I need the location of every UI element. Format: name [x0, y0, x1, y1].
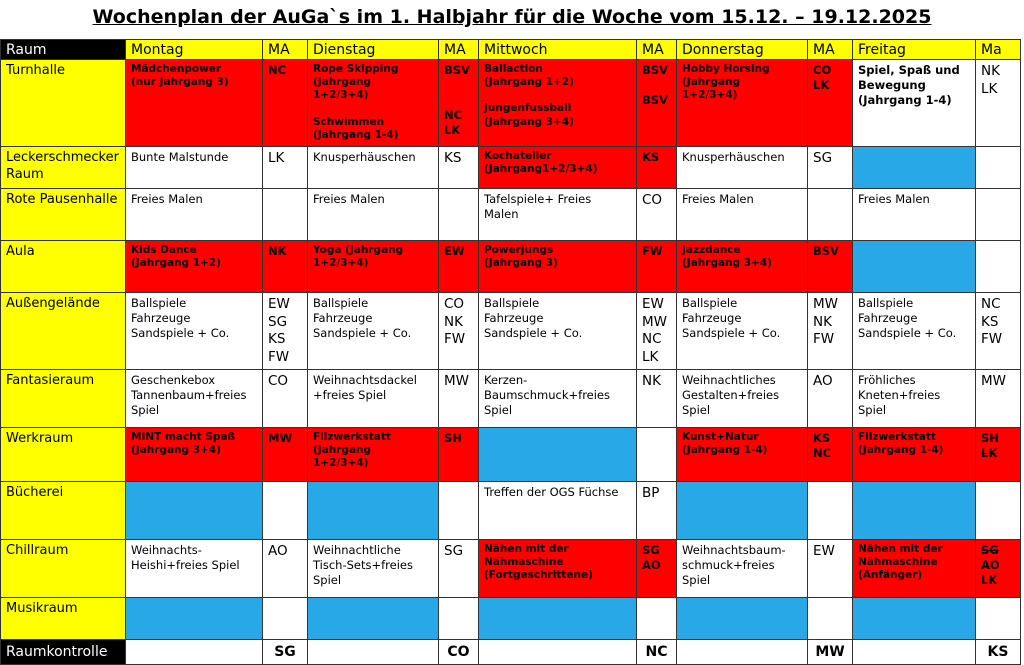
staff-cell	[263, 370, 308, 428]
activity-text: Freies Malen	[131, 192, 203, 206]
staff-cell	[439, 147, 479, 189]
activity-text: Ballaction (Jahrgang 1+2) Jungenfussball (Jahrgang 3+4)	[484, 63, 574, 128]
header-mittwoch: Mittwoch	[479, 40, 637, 60]
activity-cell	[853, 428, 976, 482]
activity-cell	[308, 241, 439, 293]
activity-text: Mädchenpower (nur Jahrgang 3)	[131, 63, 229, 89]
activity-cell	[479, 482, 637, 540]
activity-cell	[479, 428, 637, 482]
activity-cell	[677, 293, 808, 370]
staff-cell	[637, 482, 677, 540]
staff-cell	[976, 189, 1021, 241]
table-row	[1, 598, 1021, 640]
staff-cell	[976, 241, 1021, 293]
staff-cell	[637, 370, 677, 428]
staff-cell	[263, 189, 308, 241]
staff-codes: BP	[642, 485, 660, 502]
activity-text: Spiel, Spaß und Bewegung (Jahrgang 1-4)	[858, 63, 960, 107]
staff-codes: NK	[642, 373, 661, 390]
room-name: Fantasieraum	[1, 370, 126, 428]
table-row	[1, 428, 1021, 482]
staff-codes: CO	[642, 192, 663, 208]
activity-cell	[308, 147, 439, 189]
activity-text: Freies Malen	[858, 192, 930, 206]
staff-codes: BSV BSV	[642, 63, 668, 107]
staff-codes: SG	[813, 150, 833, 166]
activity-text: Fröhliches Kneten+freies Spiel	[858, 373, 941, 418]
activity-text: Weihnachtsdackel +freies Spiel	[313, 373, 417, 403]
activity-cell	[853, 482, 976, 540]
header-freitag: Freitag	[853, 40, 976, 60]
staff-codes: BSV	[813, 244, 839, 258]
activity-cell	[677, 147, 808, 189]
room-name: Aula	[1, 241, 126, 293]
staff-codes: AO	[268, 543, 288, 560]
footer-label: Raumkontrolle	[1, 640, 126, 665]
staff-cell	[808, 241, 853, 293]
staff-cell	[808, 428, 853, 482]
header-ma-donnerstag: MA	[808, 40, 853, 60]
footer-empty-cell	[677, 640, 808, 665]
staff-cell	[637, 241, 677, 293]
staff-codes: EW	[444, 244, 465, 258]
staff-codes: NC KS FW	[981, 296, 1003, 348]
staff-cell	[808, 482, 853, 540]
staff-code: AO	[981, 558, 1000, 573]
activity-text: Weihnachtsbaum- schmuck+freies Spiel	[682, 543, 786, 588]
activity-text: Powerjungs (Jahrgang 3)	[484, 244, 558, 270]
staff-list	[981, 431, 1015, 461]
staff-codes: NK LK	[981, 63, 1000, 97]
activity-cell	[479, 189, 637, 241]
activity-cell	[479, 60, 637, 147]
room-name: Chillraum	[1, 540, 126, 598]
staff-cell	[637, 60, 677, 147]
activity-cell	[308, 293, 439, 370]
staff-codes: EW MW NC LK	[642, 296, 667, 365]
room-name: Werkraum	[1, 428, 126, 482]
staff-cell	[263, 540, 308, 598]
activity-cell	[853, 293, 976, 370]
staff-codes: LK	[268, 150, 285, 166]
activity-cell	[677, 482, 808, 540]
staff-cell	[637, 293, 677, 370]
staff-codes: MW	[268, 431, 293, 446]
activity-text: Weihnachts- Heishi+freies Spiel	[131, 543, 240, 573]
activity-text: Kunst+Natur (Jahrgang 1-4)	[682, 431, 768, 457]
header-row	[1, 40, 1021, 60]
staff-cell	[263, 60, 308, 147]
staff-cell	[808, 370, 853, 428]
staff-codes: SG AO	[642, 543, 661, 573]
header-ma-freitag: Ma	[976, 40, 1021, 60]
activity-cell	[479, 598, 637, 640]
staff-cell	[976, 540, 1021, 598]
activity-cell	[677, 60, 808, 147]
footer-empty-cell	[126, 640, 263, 665]
header-ma-dienstag: MA	[439, 40, 479, 60]
staff-cell	[263, 241, 308, 293]
activity-cell	[853, 241, 976, 293]
staff-codes: NC	[268, 63, 287, 77]
activity-cell	[308, 60, 439, 147]
activity-cell	[308, 482, 439, 540]
room-check-staff: SG	[263, 640, 308, 665]
table-row	[1, 189, 1021, 241]
activity-cell	[677, 598, 808, 640]
activity-text: Kids Dance (Jahrgang 1+2)	[131, 244, 221, 270]
staff-cell	[637, 540, 677, 598]
staff-codes: EW	[813, 543, 835, 560]
activity-cell	[126, 598, 263, 640]
staff-cell	[976, 370, 1021, 428]
activity-text: Weihnachtliche Tisch-Sets+freies Spiel	[313, 543, 413, 588]
staff-cell	[263, 482, 308, 540]
activity-text: Nähen mit der Nähmaschine (Anfänger)	[858, 543, 943, 582]
activity-text: Kerzen- Baumschmuck+freies Spiel	[484, 373, 611, 418]
footer-empty-cell	[853, 640, 976, 665]
activity-cell	[853, 540, 976, 598]
staff-codes: MW NK FW	[813, 296, 838, 348]
activity-text: Filzwerkstatt (Jahrgang 1+2/3+4)	[313, 431, 391, 470]
activity-text: Nähen mit der Nähmaschine (Fortgeschrittene)	[484, 543, 593, 582]
room-check-staff: KS	[976, 640, 1021, 665]
activity-cell	[308, 540, 439, 598]
staff-codes: SH	[444, 431, 462, 446]
activity-cell	[853, 60, 976, 147]
room-name: Turnhalle	[1, 60, 126, 147]
activity-cell	[677, 370, 808, 428]
staff-codes: FW	[642, 244, 663, 258]
activity-text: Weihnachtliches Gestalten+freies Spiel	[682, 373, 780, 418]
activity-cell	[308, 370, 439, 428]
activity-cell	[853, 189, 976, 241]
schedule-table	[0, 39, 1021, 665]
staff-cell	[808, 293, 853, 370]
room-check-staff: NC	[637, 640, 677, 665]
staff-cell	[263, 428, 308, 482]
staff-codes: CO LK	[813, 63, 832, 92]
header-dienstag: Dienstag	[308, 40, 439, 60]
page-title: Wochenplan der AuGa`s im 1. Halbjahr für die Woche vom 15.12. – 19.12.2025	[92, 6, 932, 28]
activity-cell	[308, 189, 439, 241]
room-check-staff: CO	[439, 640, 479, 665]
staff-codes: AO	[813, 373, 833, 390]
activity-text: Freies Malen	[682, 192, 754, 206]
staff-cell	[976, 293, 1021, 370]
activity-text: Geschenkebox Tannenbaum+freies Spiel	[131, 373, 247, 418]
room-name: Bücherei	[1, 482, 126, 540]
activity-cell	[126, 293, 263, 370]
staff-codes: MW	[444, 373, 469, 390]
activity-cell	[126, 428, 263, 482]
room-check-staff: MW	[808, 640, 853, 665]
activity-text: Ballspiele Fahrzeuge Sandspiele + Co.	[858, 296, 957, 340]
activity-cell	[479, 540, 637, 598]
staff-codes: KS	[444, 150, 462, 166]
activity-cell	[126, 189, 263, 241]
activity-text: Jazzdance (Jahrgang 3+4)	[682, 244, 772, 270]
activity-text: Treffen der OGS Füchse	[484, 485, 619, 500]
staff-cell	[976, 598, 1021, 640]
activity-text: Ballspiele Fahrzeuge Sandspiele + Co.	[131, 296, 230, 340]
staff-cell	[808, 598, 853, 640]
activity-cell	[853, 598, 976, 640]
staff-cell	[263, 147, 308, 189]
activity-cell	[479, 147, 637, 189]
staff-cell	[637, 189, 677, 241]
activity-cell	[479, 241, 637, 293]
staff-cell	[439, 598, 479, 640]
activity-cell	[308, 428, 439, 482]
activity-text: Tafelspiele+ Freies Malen	[484, 192, 592, 221]
table-row	[1, 540, 1021, 598]
table-row	[1, 147, 1021, 189]
staff-list	[981, 543, 1015, 588]
activity-cell	[126, 60, 263, 147]
staff-cell	[439, 540, 479, 598]
activity-cell	[479, 293, 637, 370]
header-donnerstag: Donnerstag	[677, 40, 808, 60]
activity-text: Knusperhäuschen	[313, 150, 416, 164]
staff-codes: MW	[981, 373, 1006, 390]
staff-codes: BSV NC LK	[444, 63, 470, 137]
activity-cell	[479, 370, 637, 428]
header-ma-montag: MA	[263, 40, 308, 60]
room-name: Leckerschmecker Raum	[1, 147, 126, 189]
activity-cell	[126, 147, 263, 189]
staff-cell	[808, 147, 853, 189]
activity-text: Filzwerkstatt (Jahrgang 1-4)	[858, 431, 944, 457]
header-montag: Montag	[126, 40, 263, 60]
activity-cell	[677, 540, 808, 598]
staff-cell	[439, 293, 479, 370]
staff-cell	[439, 241, 479, 293]
footer-row	[1, 640, 1021, 665]
activity-text: Kochatelier (Jahrgang1+2/3+4)	[484, 150, 598, 176]
table-row	[1, 482, 1021, 540]
activity-cell	[126, 540, 263, 598]
staff-codes: CO	[268, 373, 289, 390]
staff-cell	[439, 60, 479, 147]
staff-codes: CO NK FW	[444, 296, 466, 348]
activity-text: Bunte Malstunde	[131, 150, 229, 164]
activity-text: Ballspiele Fahrzeuge Sandspiele + Co.	[484, 296, 583, 340]
activity-text: Hobby Horsing (Jahrgang 1+2/3+4)	[682, 63, 770, 102]
activity-cell	[677, 428, 808, 482]
staff-codes: NK	[268, 244, 287, 258]
activity-cell	[677, 189, 808, 241]
staff-code: LK	[981, 573, 998, 588]
activity-text: Yoga (Jahrgang 1+2/3+4)	[313, 244, 404, 270]
table-row	[1, 60, 1021, 147]
staff-cell	[976, 147, 1021, 189]
staff-cell	[976, 428, 1021, 482]
staff-code: SG	[981, 543, 999, 558]
activity-text: Ballspiele Fahrzeuge Sandspiele + Co.	[313, 296, 412, 340]
activity-cell	[853, 370, 976, 428]
staff-cell	[976, 60, 1021, 147]
staff-codes: SG	[444, 543, 464, 560]
activity-text: Rope Skipping (Jahrgang 1+2/3+4) Schwimmen (Jahrgang 1-4)	[313, 63, 399, 141]
activity-cell	[677, 241, 808, 293]
staff-cell	[439, 189, 479, 241]
activity-text: Ballspiele Fahrzeuge Sandspiele + Co.	[682, 296, 781, 340]
room-name: Musikraum	[1, 598, 126, 640]
staff-cell	[808, 189, 853, 241]
staff-cell	[263, 598, 308, 640]
header-raum: Raum	[1, 40, 126, 60]
activity-cell	[126, 482, 263, 540]
activity-cell	[126, 370, 263, 428]
staff-code: SH	[981, 431, 999, 446]
staff-code: LK	[981, 446, 998, 461]
staff-cell	[976, 482, 1021, 540]
staff-cell	[637, 147, 677, 189]
staff-codes: KS	[642, 150, 660, 164]
header-ma-mittwoch: MA	[637, 40, 677, 60]
staff-cell	[808, 60, 853, 147]
activity-text: Knusperhäuschen	[682, 150, 785, 164]
staff-codes: KS NC	[813, 431, 832, 461]
staff-cell	[808, 540, 853, 598]
activity-cell	[853, 147, 976, 189]
activity-text: MINT macht Spaß (Jahrgang 3+4)	[131, 431, 236, 457]
staff-cell	[439, 482, 479, 540]
footer-empty-cell	[479, 640, 637, 665]
staff-cell	[263, 293, 308, 370]
activity-cell	[126, 241, 263, 293]
activity-text: Freies Malen	[313, 192, 385, 206]
footer-empty-cell	[308, 640, 439, 665]
staff-codes: EW SG KS FW	[268, 296, 290, 365]
room-name: Außengelände	[1, 293, 126, 370]
table-row	[1, 370, 1021, 428]
staff-cell	[439, 428, 479, 482]
table-row	[1, 241, 1021, 293]
activity-cell	[308, 598, 439, 640]
staff-cell	[637, 428, 677, 482]
staff-cell	[439, 370, 479, 428]
room-name: Rote Pausenhalle	[1, 189, 126, 241]
table-row	[1, 293, 1021, 370]
staff-cell	[637, 598, 677, 640]
